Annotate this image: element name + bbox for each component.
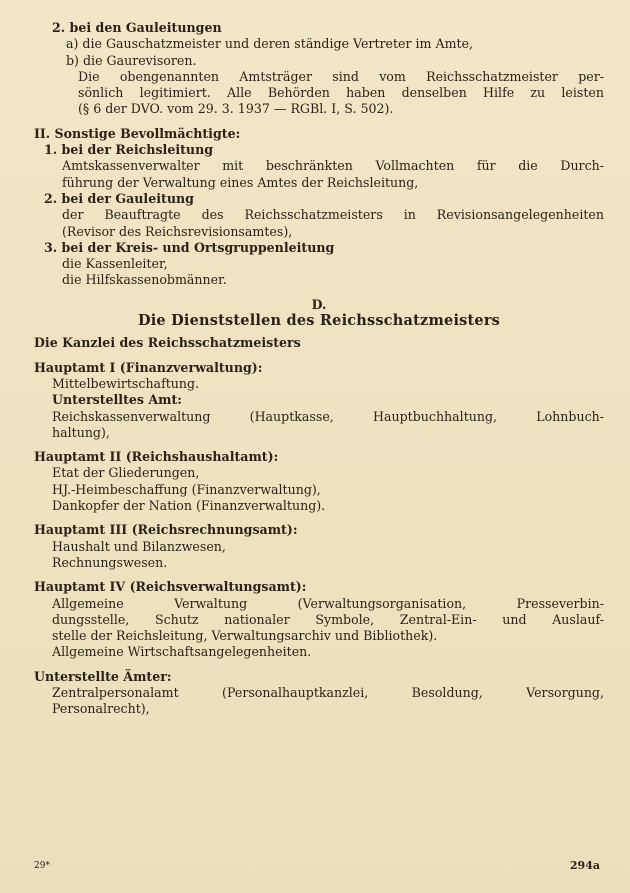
heading-hauptamt-4: Hauptamt IV (Reichsverwaltungsamt): — [34, 579, 307, 595]
heading-kanzlei: Die Kanzlei des Reichsschatzmeisters — [34, 335, 301, 351]
signature-mark: 29* — [34, 861, 50, 871]
legitimation-text-1: Die obengenannten Amtsträger sind vom Reichsschatzmeister per- — [78, 68, 604, 84]
gauleitung-text-1: der Beauftragte des Reichsschatzmeisters in Revisionsangelegenheiten — [62, 207, 604, 223]
kreis-text-1: die Kassenleiter, — [62, 256, 168, 272]
hauptamt-1-text: Mittelbewirtschaftung. — [52, 375, 200, 391]
reichsleitung-text-2: führung der Verwaltung eines Amtes der Reichsleitung, — [62, 174, 419, 190]
heading-gauleitung: 2. bei der Gauleitung — [44, 190, 194, 206]
gauleitung-text-2: (Revisor des Reichsrevisionsamtes), — [62, 223, 293, 239]
unterstellte-aemter-text-2: Personalrecht), — [52, 701, 150, 717]
hauptamt-2-text-3: Dankopfer der Nation (Finanzverwaltung). — [52, 498, 326, 514]
hauptamt-1-sub-text-2: haltung), — [52, 424, 110, 440]
heading-gauleitungen: 2. bei den Gauleitungen — [52, 20, 222, 35]
legitimation-text-3: (§ 6 der DVO. vom 29. 3. 1937 — RGBl. I, S. 502). — [78, 101, 394, 117]
heading-hauptamt-1: Hauptamt I (Finanzverwaltung): — [34, 359, 263, 375]
legitimation-text-2: sönlich legitimiert. Alle Behörden haben denselben Hilfe zu leisten — [78, 85, 604, 101]
page-number: 294a — [569, 859, 600, 872]
hauptamt-2-text-2: HJ.-Heimbeschaffung (Finanzverwaltung), — [52, 481, 321, 497]
reichsleitung-text-1: Amtskassenverwalter mit beschränkten Vollmachten für die Durch- — [62, 158, 604, 174]
hauptamt-1-sub-text-1: Reichskassenverwaltung (Hauptkasse, Hauptbuchhaltung, Lohnbuch- — [52, 408, 604, 424]
kreis-text-2: die Hilfskassenobmänner. — [62, 272, 227, 288]
page-footer — [34, 858, 600, 874]
heading-sonstige-bevollmaechtigte: II. Sonstige Bevollmächtigte: — [34, 125, 241, 141]
unterstellte-aemter-text-1: Zentralpersonalamt (Personalhauptkanzlei, Besoldung, Versorgung, — [52, 684, 604, 700]
heading-hauptamt-2: Hauptamt II (Reichshaushaltamt): — [34, 449, 279, 465]
section-title: Die Dienststellen des Reichsschatzmeisters — [137, 313, 501, 330]
hauptamt-3-text-1: Haushalt und Bilanzwesen, — [52, 538, 226, 554]
hauptamt-4-text-2: dungsstelle, Schutz nationaler Symbole, Zentral-Ein- und Auslauf- — [52, 611, 604, 627]
heading-unterstellte-aemter: Unterstellte Ämter: — [34, 668, 172, 684]
hauptamt-4-text-4: Allgemeine Wirtschaftsangelegenheiten. — [52, 644, 312, 660]
hauptamt-4-text-3: stelle der Reichsleitung, Verwaltungsarchiv und Bibliothek). — [52, 628, 438, 644]
section-letter: D. — [311, 296, 327, 312]
heading-unterstelltes-amt: Unterstelltes Amt: — [52, 392, 182, 408]
heading-reichsleitung: 1. bei der Reichsleitung — [44, 142, 214, 158]
item-a: a) die Gauschatzmeister und deren ständige Vertreter im Amte, — [66, 36, 474, 52]
heading-hauptamt-3: Hauptamt III (Reichsrechnungsamt): — [34, 522, 298, 538]
heading-kreis-ortsgruppe: 3. bei der Kreis- und Ortsgruppenleitung — [44, 239, 335, 255]
hauptamt-2-text-1: Etat der Gliederungen, — [52, 465, 200, 481]
item-b: b) die Gaurevisoren. — [66, 52, 197, 68]
hauptamt-3-text-2: Rechnungswesen. — [52, 554, 168, 570]
hauptamt-4-text-1: Allgemeine Verwaltung (Verwaltungsorganisation, Presseverbin- — [52, 595, 604, 611]
